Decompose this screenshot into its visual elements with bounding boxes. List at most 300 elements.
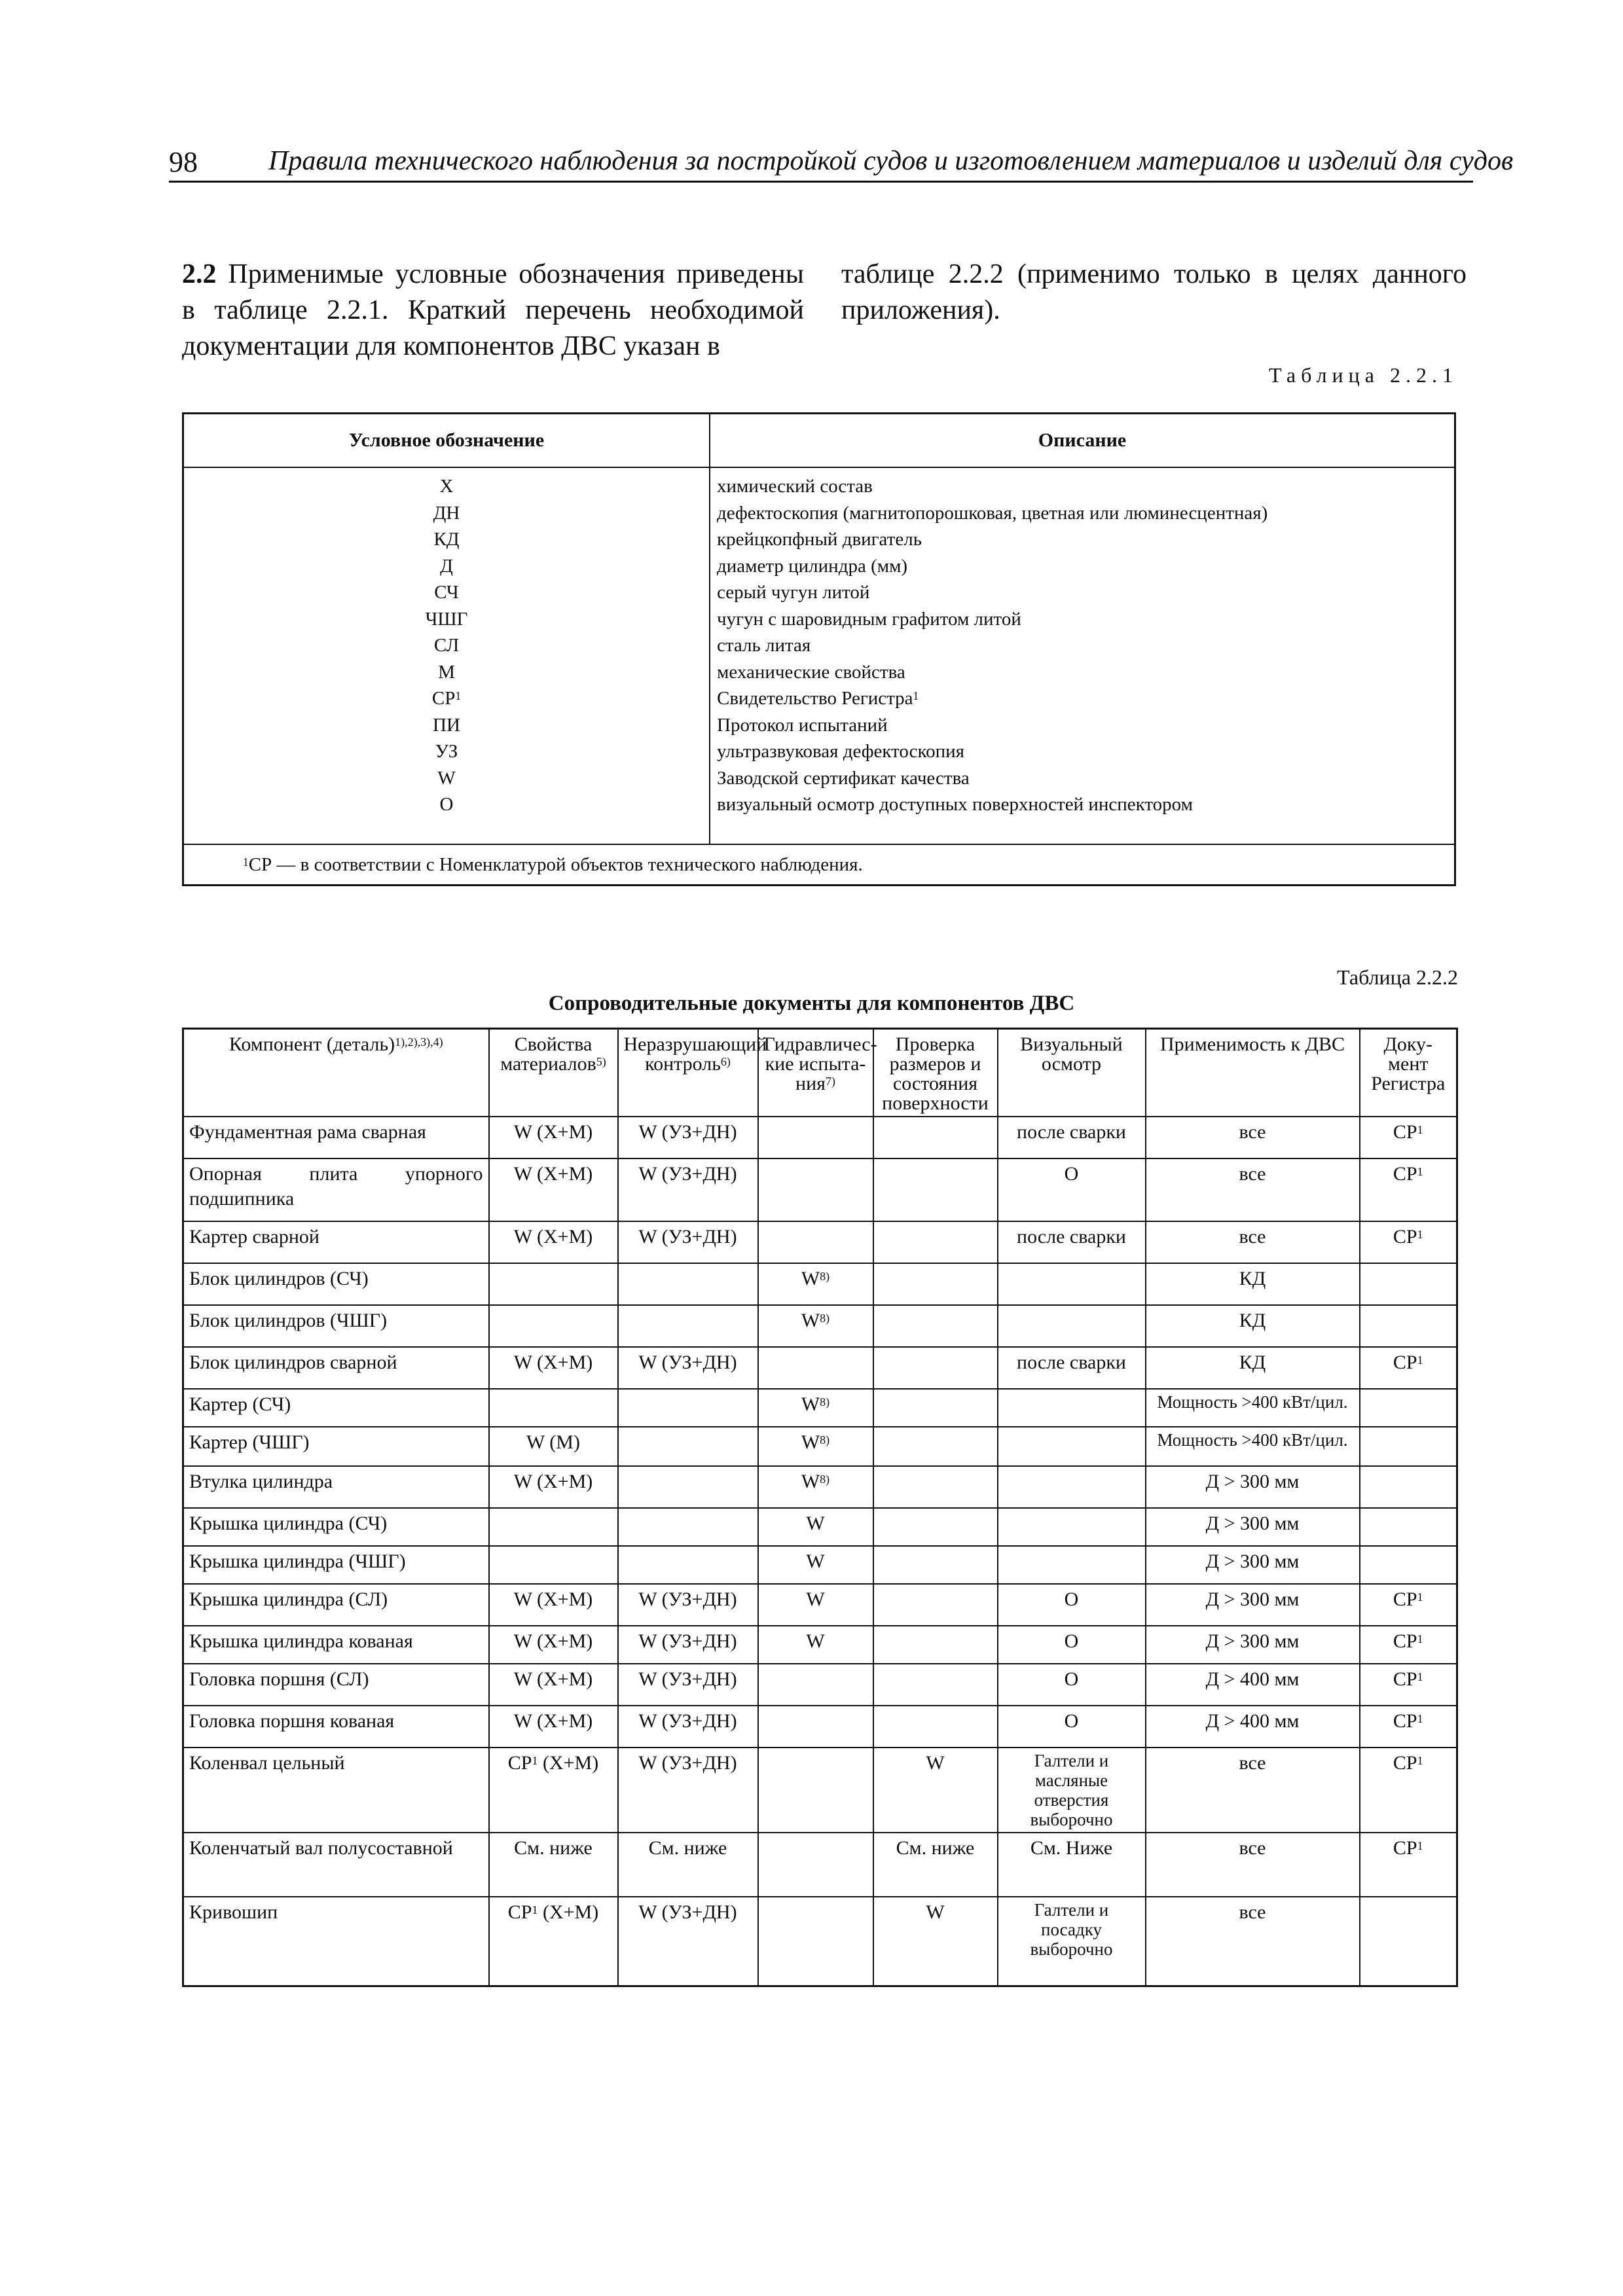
cell-dims [873, 1117, 998, 1158]
cell-visual [998, 1466, 1146, 1508]
cell-value: Галтели и посадку выборочно [1030, 1900, 1113, 1959]
cell-materials [489, 1389, 618, 1427]
cell-ndt [618, 1263, 758, 1305]
symbol-text: Х [439, 476, 454, 497]
description-item [717, 765, 1448, 792]
cell-doc [1360, 1158, 1457, 1221]
cell-value: W (Х+М) [513, 1163, 593, 1185]
column-header-label: Проверка размеров и состояния поверхности [882, 1033, 989, 1114]
description-item [717, 659, 1448, 686]
cell-visual [998, 1305, 1146, 1347]
table-row [183, 1117, 1457, 1158]
description-text: Протокол испытаний [717, 714, 888, 736]
cell-component [183, 1748, 489, 1833]
table-row [183, 1664, 1457, 1706]
cell-value: W (Х+М) [513, 1226, 593, 1247]
hydro-sup: 8) [820, 1433, 830, 1446]
symbols-footnote [183, 844, 1455, 886]
cell-value: Картер (СЧ) [189, 1393, 291, 1415]
cell-materials [489, 1347, 618, 1389]
table-row [183, 1466, 1457, 1508]
cell-dims [873, 1748, 998, 1833]
table-row [183, 1833, 1457, 1897]
symbol-item [191, 765, 702, 792]
cell-materials [489, 1897, 618, 1986]
symbol-item [191, 606, 702, 633]
cell-applicability [1146, 1833, 1360, 1897]
cell-materials [489, 1305, 618, 1347]
cell-dims [873, 1158, 998, 1221]
doc-sup: 1 [1417, 1839, 1423, 1852]
cell-value: W (УЗ+ДН) [638, 1163, 737, 1185]
cell-ndt [618, 1305, 758, 1347]
column-header-label: Визуальный осмотр [1020, 1033, 1123, 1075]
cell-doc [1360, 1626, 1457, 1664]
cell-component [183, 1833, 489, 1897]
description-text: Свидетельство Регистра [717, 688, 913, 709]
cell-applicability [1146, 1626, 1360, 1664]
cell-value: СР [1393, 1588, 1417, 1610]
cell-ndt [618, 1347, 758, 1389]
cell-doc [1360, 1508, 1457, 1546]
doc-sup: 1 [1417, 1712, 1423, 1725]
symbol-item [191, 526, 702, 553]
cell-value: W (Х+М) [513, 1630, 593, 1652]
cell-visual [998, 1263, 1146, 1305]
table-row [183, 1158, 1457, 1221]
cell-value: W (УЗ+ДН) [638, 1668, 737, 1690]
description-text: Заводской сертификат качества [717, 767, 970, 789]
cell-value: Головка поршня (СЛ) [189, 1668, 369, 1690]
symbol-item [191, 738, 702, 765]
cell-doc [1360, 1427, 1457, 1466]
symbol-text: W [437, 767, 456, 789]
column-header [873, 1029, 998, 1117]
column-header-sup: 5) [596, 1054, 606, 1068]
cell-dims [873, 1347, 998, 1389]
cell-value: W (УЗ+ДН) [638, 1588, 737, 1610]
cell-doc [1360, 1706, 1457, 1748]
cell-hydro [758, 1748, 873, 1833]
cell-doc [1360, 1833, 1457, 1897]
description-text: крейцкопфный двигатель [717, 529, 922, 550]
symbol-text: ДН [433, 502, 460, 524]
cell-ndt [618, 1748, 758, 1833]
cert-sup: 1 [532, 1753, 538, 1767]
cell-component [183, 1664, 489, 1706]
description-text: диаметр цилиндра (мм) [717, 555, 908, 577]
cell-value: после сварки [1017, 1352, 1126, 1373]
cell-value: О [1064, 1630, 1079, 1652]
symbols-list [183, 467, 710, 844]
cell-value: W (Х+М) [513, 1668, 593, 1690]
cell-value: W (Х+М) [513, 1588, 593, 1610]
cell-materials [489, 1427, 618, 1466]
cell-component [183, 1347, 489, 1389]
cell-doc [1360, 1546, 1457, 1584]
symbol-text: КД [433, 529, 460, 550]
cell-dims [873, 1221, 998, 1263]
cell-value: все [1239, 1901, 1266, 1923]
table1-caption: Таблица 2.2.1 [1269, 363, 1458, 387]
cell-dims [873, 1389, 998, 1427]
cell-ndt [618, 1584, 758, 1626]
column-header [758, 1029, 877, 1117]
cell-value: СР [507, 1752, 532, 1774]
cell-component [183, 1626, 489, 1664]
cell-visual [998, 1626, 1146, 1664]
cell-applicability [1146, 1508, 1360, 1546]
description-item [717, 500, 1448, 527]
cell-materials [489, 1626, 618, 1664]
column-header [1360, 1029, 1457, 1117]
cell-doc [1360, 1389, 1457, 1427]
description-item [717, 685, 1448, 712]
cell-value: после сварки [1017, 1121, 1126, 1143]
cell-applicability [1146, 1546, 1360, 1584]
cell-value: W [801, 1431, 820, 1453]
doc-sup: 1 [1417, 1227, 1423, 1241]
page-number: 98 [169, 146, 198, 178]
cell-applicability [1146, 1263, 1360, 1305]
cell-value: Д > 300 мм [1205, 1588, 1300, 1610]
symbol-text: СЛ [433, 635, 460, 656]
cell-value: W [806, 1551, 825, 1572]
cell-hydro [758, 1347, 873, 1389]
cell-value: Головка поршня кованая [189, 1710, 395, 1732]
cell-value: Блок цилиндров (ЧШГ) [189, 1310, 388, 1331]
cell-materials [489, 1584, 618, 1626]
column-header-label: Доку-мент Регистра [1371, 1033, 1446, 1094]
cell-value: Д > 400 мм [1205, 1710, 1300, 1732]
table-row [183, 1546, 1457, 1584]
doc-sup: 1 [1417, 1753, 1423, 1767]
cell-dims [873, 1466, 998, 1508]
hydro-sup: 8) [820, 1311, 830, 1325]
cell-ndt [618, 1706, 758, 1748]
symbol-item [191, 579, 702, 606]
cell-hydro [758, 1305, 873, 1347]
symbol-text: ЧШГ [425, 608, 468, 630]
cell-value: W (М) [526, 1431, 580, 1453]
cell-component [183, 1546, 489, 1584]
description-item [717, 712, 1448, 739]
cell-value: О [1064, 1668, 1079, 1690]
cell-dims [873, 1897, 998, 1986]
column-header [1146, 1029, 1360, 1117]
cell-materials [489, 1833, 618, 1897]
cell-hydro [758, 1706, 873, 1748]
cell-ndt [618, 1897, 758, 1986]
cell-materials [489, 1221, 618, 1263]
cell-value: Фундаментная рама сварная [189, 1121, 426, 1143]
section-number: 2.2 [182, 259, 217, 289]
table-row [183, 1305, 1457, 1347]
cell-value: W [926, 1901, 945, 1923]
cell-applicability [1146, 1584, 1360, 1626]
cell-hydro [758, 1897, 873, 1986]
description-text: сталь литая [717, 635, 811, 656]
cell-applicability [1146, 1117, 1360, 1158]
doc-sup: 1 [1417, 1164, 1423, 1178]
cell-ndt [618, 1626, 758, 1664]
cell-materials [489, 1546, 618, 1584]
cell-value: Д > 300 мм [1205, 1513, 1300, 1534]
cell-value: все [1239, 1837, 1266, 1859]
cell-applicability [1146, 1664, 1360, 1706]
cell-value: W (Х+М) [513, 1471, 593, 1492]
cell-hydro [758, 1664, 873, 1706]
cell-applicability [1146, 1427, 1360, 1466]
table-row [183, 1897, 1457, 1986]
cell-doc [1360, 1466, 1457, 1508]
column-header [489, 1029, 618, 1117]
symbols-table [182, 412, 1456, 886]
cell-value: СР [1393, 1121, 1417, 1143]
cell-visual [998, 1508, 1146, 1546]
cell-value: все [1239, 1752, 1266, 1774]
cell-dims [873, 1626, 998, 1664]
cell-visual [998, 1221, 1146, 1263]
hydro-sup: 8) [820, 1472, 830, 1486]
table-row [183, 1584, 1457, 1626]
cell-value: Картер сварной [189, 1226, 319, 1247]
cell-value: W [806, 1630, 825, 1652]
cell-value: СР [1393, 1752, 1417, 1774]
cell-doc [1360, 1263, 1457, 1305]
cell-dims [873, 1664, 998, 1706]
intro-right-column [841, 257, 1467, 329]
cell-component [183, 1221, 489, 1263]
description-item [717, 791, 1448, 818]
symbol-text: Д [440, 555, 453, 577]
description-text: ультразвуковая дефектоскопия [717, 741, 964, 762]
description-item [717, 579, 1448, 606]
cell-value: КД [1239, 1310, 1266, 1331]
cell-visual [998, 1158, 1146, 1221]
cell-materials [489, 1706, 618, 1748]
cell-visual [998, 1833, 1146, 1897]
table-row [183, 1706, 1457, 1748]
symbol-text: О [439, 794, 454, 815]
cell-value: все [1239, 1163, 1266, 1185]
cell-visual [998, 1584, 1146, 1626]
cell-value: См. ниже [896, 1837, 975, 1859]
cell-value: все [1239, 1121, 1266, 1143]
table-row [183, 1427, 1457, 1466]
cell-value: Коленвал цельный [189, 1752, 345, 1774]
table-row [183, 1221, 1457, 1263]
cell-value: Коленчатый вал полусоставной [189, 1837, 453, 1859]
column-header [618, 1029, 767, 1117]
cell-dims [873, 1706, 998, 1748]
hydro-sup: 8) [820, 1395, 830, 1408]
running-title: Правила технического наблюдения за постройкой судов и изготовлением материалов и изделий для судов [268, 146, 1514, 176]
cell-value: W (УЗ+ДН) [638, 1710, 737, 1732]
cell-value: СР [1393, 1352, 1417, 1373]
symbol-text: СЧ [434, 582, 459, 603]
table-row [183, 1263, 1457, 1305]
symbol-item [191, 500, 702, 527]
cell-materials [489, 1263, 618, 1305]
cell-value: Крышка цилиндра кованая [189, 1630, 413, 1652]
cell-visual [998, 1706, 1146, 1748]
cell-value: W [806, 1513, 825, 1534]
cell-component [183, 1466, 489, 1508]
cell-value: СР [507, 1901, 532, 1923]
cell-visual [998, 1347, 1146, 1389]
cell-hydro [758, 1389, 873, 1427]
symbol-text: СР [431, 688, 456, 709]
cell-doc [1360, 1305, 1457, 1347]
doc-sup: 1 [1417, 1122, 1423, 1136]
cell-doc [1360, 1221, 1457, 1263]
cell-dims [873, 1508, 998, 1546]
descriptions-list [710, 467, 1455, 844]
cell-visual [998, 1427, 1146, 1466]
description-text: чугун с шаровидным графитом литой [717, 608, 1021, 630]
cell-value: Блок цилиндров сварной [189, 1352, 397, 1373]
cell-value: Блок цилиндров (СЧ) [189, 1268, 369, 1289]
cell-ndt [618, 1221, 758, 1263]
cell-value: Картер (ЧШГ) [189, 1431, 310, 1453]
cell-doc [1360, 1584, 1457, 1626]
cell-value: W [801, 1393, 820, 1415]
symbol-sup: 1 [455, 689, 462, 703]
cell-value: W [801, 1471, 820, 1492]
cell-value: См. Ниже [1030, 1837, 1113, 1859]
cell-value: W (Х+М) [513, 1121, 593, 1143]
description-text: механические свойства [717, 661, 905, 683]
cell-value: все [1239, 1226, 1266, 1247]
symbol-item [191, 685, 702, 712]
symbol-item [191, 553, 702, 580]
cell-hydro [758, 1546, 873, 1584]
cell-value: Крышка цилиндра (СЧ) [189, 1513, 388, 1534]
cell-materials [489, 1664, 618, 1706]
doc-sup: 1 [1417, 1670, 1423, 1683]
table-row [183, 1389, 1457, 1427]
description-item [717, 553, 1448, 580]
footnote-sup: 1 [243, 855, 249, 869]
cell-value: СР [1393, 1837, 1417, 1859]
cell-applicability [1146, 1389, 1360, 1427]
column-header [998, 1029, 1146, 1117]
symbol-item [191, 712, 702, 739]
cell-materials [489, 1508, 618, 1546]
cell-hydro [758, 1508, 873, 1546]
symbol-text: УЗ [435, 741, 458, 762]
cell-ndt [618, 1664, 758, 1706]
cell-hydro [758, 1466, 873, 1508]
cell-value: W [801, 1268, 820, 1289]
cell-component [183, 1263, 489, 1305]
cell-value: Галтели и масляные отверстия выборочно [1030, 1751, 1113, 1829]
table-row [183, 1347, 1457, 1389]
column-header-sup: 6) [720, 1054, 731, 1068]
cell-value: W [806, 1588, 825, 1610]
cell-value: СР [1393, 1163, 1417, 1185]
intro-left-text: Применимые условные обозначения приведены в таблице 2.2.1. Краткий перечень необходимой документации для компонентов ДВС указан в [182, 259, 805, 361]
cell-hydro [758, 1584, 873, 1626]
cell-value: КД [1239, 1268, 1266, 1289]
cell-ndt [618, 1546, 758, 1584]
cell-value: Мощность >400 кВт/цил. [1157, 1392, 1348, 1412]
cell-applicability [1146, 1897, 1360, 1986]
cell-value: после сварки [1017, 1226, 1126, 1247]
cert-sup: 1 [532, 1903, 538, 1916]
documents-table [182, 1028, 1458, 1987]
cell-value: W (УЗ+ДН) [638, 1901, 737, 1923]
table-row [183, 1508, 1457, 1546]
symbol-item [191, 473, 702, 500]
cell-value: W (УЗ+ДН) [638, 1752, 737, 1774]
cell-hydro [758, 1263, 873, 1305]
cell-dims [873, 1584, 998, 1626]
cell-dims [873, 1427, 998, 1466]
cell-hydro [758, 1117, 873, 1158]
cell-applicability [1146, 1347, 1360, 1389]
doc-sup: 1 [1417, 1353, 1423, 1367]
cell-visual [998, 1664, 1146, 1706]
cell-applicability [1146, 1466, 1360, 1508]
cell-value: Д > 400 мм [1205, 1668, 1300, 1690]
description-text: дефектоскопия (магнитопорошковая, цветная или люминесцентная) [717, 502, 1268, 524]
cell-hydro [758, 1221, 873, 1263]
cell-value: Д > 300 мм [1205, 1471, 1300, 1492]
table2-caption: Таблица 2.2.2 [1337, 965, 1458, 989]
cell-visual [998, 1546, 1146, 1584]
cell-value: Д > 300 мм [1205, 1551, 1300, 1572]
cell-ndt [618, 1833, 758, 1897]
cell-doc [1360, 1664, 1457, 1706]
table2-title: Сопроводительные документы для компонентов ДВС [548, 992, 1075, 1015]
symbol-item [191, 632, 702, 659]
description-text: визуальный осмотр доступных поверхностей инспектором [717, 794, 1193, 815]
cell-visual [998, 1748, 1146, 1833]
cell-value: W (УЗ+ДН) [638, 1352, 737, 1373]
description-text: серый чугун литой [717, 582, 870, 603]
cell-value: Крышка цилиндра (ЧШГ) [189, 1551, 406, 1572]
cell-value: КД [1239, 1352, 1266, 1373]
symbol-item [191, 659, 702, 686]
column-header [183, 1029, 489, 1117]
cell-value: О [1064, 1710, 1079, 1732]
cell-value: Опорная плита упорного подшипника [189, 1163, 483, 1210]
doc-sup: 1 [1417, 1632, 1423, 1645]
cell-value: Втулка цилиндра [189, 1471, 333, 1492]
cell-hydro [758, 1427, 873, 1466]
cell-dims [873, 1833, 998, 1897]
cell-value: Д > 300 мм [1205, 1630, 1300, 1652]
cell-ndt [618, 1389, 758, 1427]
header-rule [169, 181, 1473, 183]
description-item [717, 632, 1448, 659]
symbol-text: М [438, 661, 455, 683]
cell-applicability [1146, 1305, 1360, 1347]
cell-hydro [758, 1158, 873, 1221]
cell-component [183, 1158, 489, 1221]
description-sup: 1 [913, 689, 919, 703]
cell-visual [998, 1389, 1146, 1427]
column-header-sup: 7) [825, 1074, 835, 1088]
cell-component [183, 1584, 489, 1626]
cell-value: W (УЗ+ДН) [638, 1121, 737, 1143]
description-item [717, 738, 1448, 765]
documents-table-header [183, 1029, 1457, 1117]
column-header-label: Свойства материалов [500, 1033, 596, 1075]
cell-materials [489, 1466, 618, 1508]
